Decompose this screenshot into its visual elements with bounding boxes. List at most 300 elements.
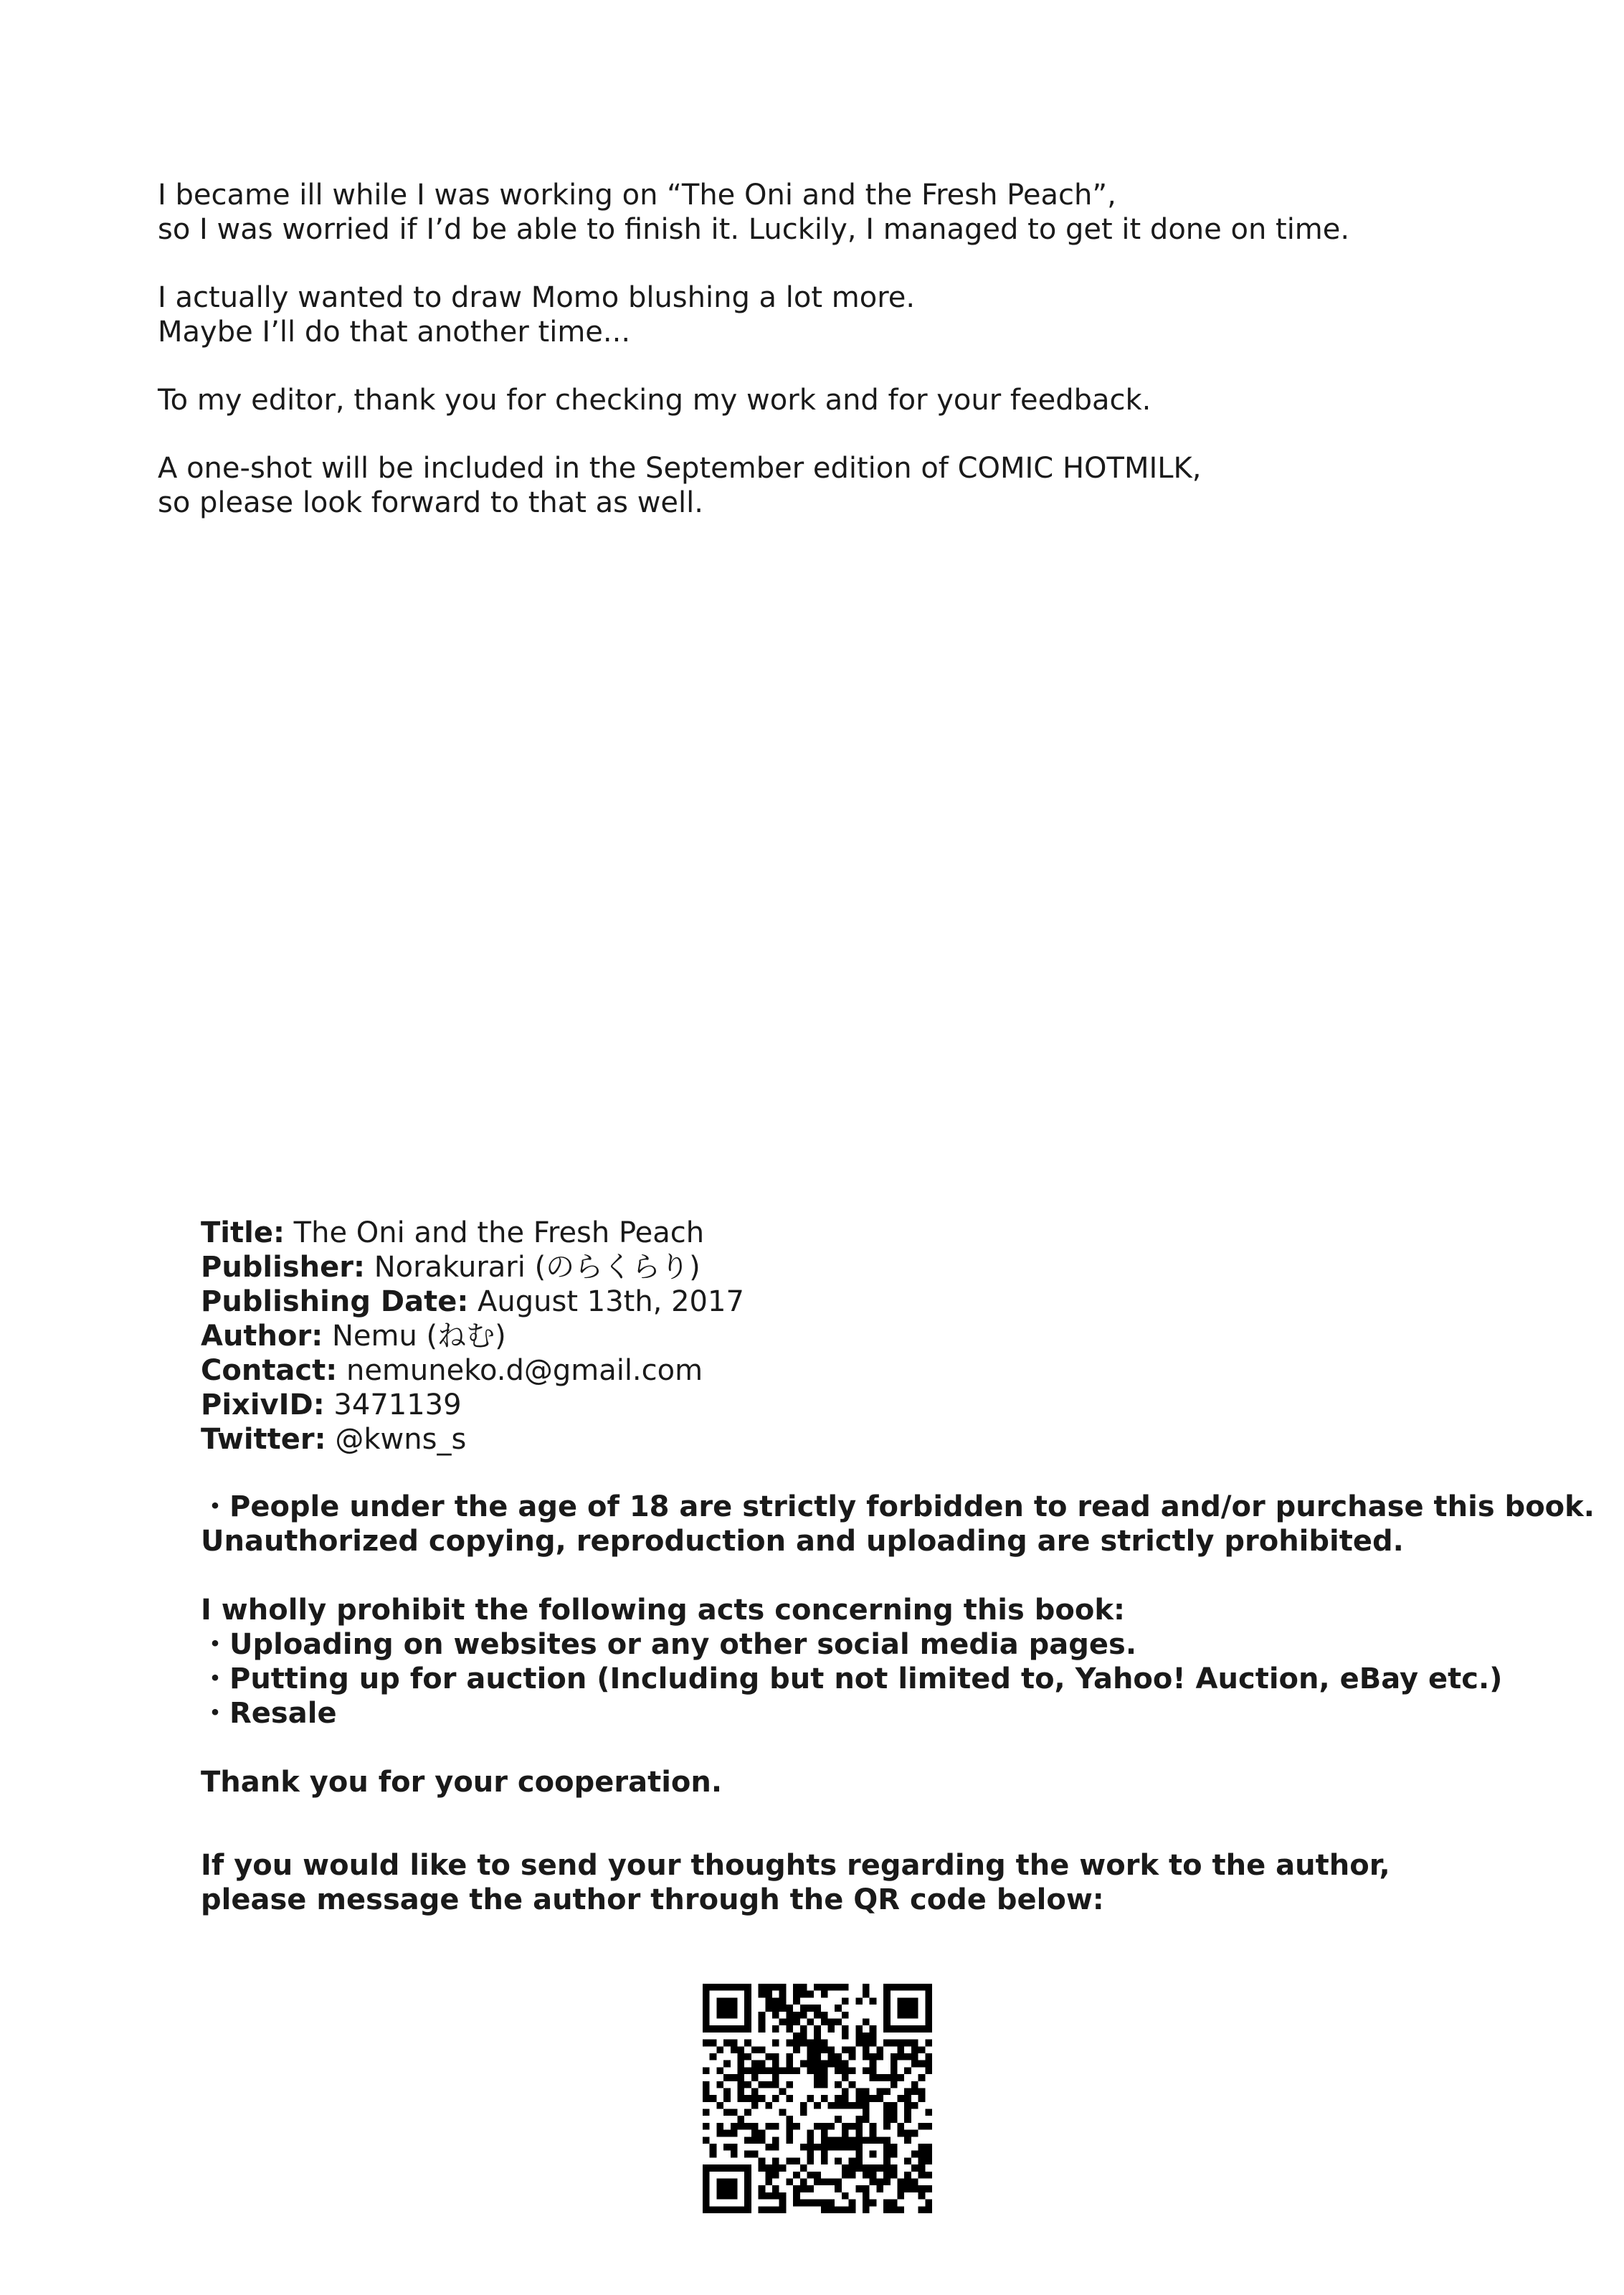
info-value: nemuneko.d@gmail.com (346, 1354, 703, 1387)
qr-module (772, 2164, 779, 2172)
info-value: 3471139 (333, 1388, 462, 1421)
qr-module (891, 2144, 898, 2151)
qr-module (876, 2137, 883, 2144)
qr-module (703, 2137, 710, 2144)
qr-module (793, 2018, 800, 2025)
qr-module (918, 2206, 926, 2213)
qr-module (772, 2157, 779, 2164)
qr-module (870, 2095, 877, 2102)
qr-module (911, 2130, 918, 2137)
colophon-contact (201, 1353, 1549, 1388)
qr-module (842, 2033, 849, 2040)
qr-module (842, 2088, 849, 2095)
qr-module (835, 2067, 842, 2074)
qr-module (835, 2137, 842, 2144)
qr-module (876, 2185, 883, 2192)
qr-module (751, 2067, 759, 2074)
qr-module (898, 2095, 905, 2102)
qr-module (876, 2053, 883, 2060)
qr-module (737, 2116, 744, 2123)
qr-module (870, 2200, 877, 2207)
qr-module (737, 2206, 744, 2213)
qr-module (821, 2200, 828, 2207)
feedback-note (201, 1848, 1563, 1917)
info-label: PixivID: (201, 1388, 325, 1421)
qr-module (904, 2040, 911, 2047)
qr-module (883, 2200, 891, 2207)
qr-module (814, 2012, 821, 2019)
qr-module (759, 2164, 766, 2172)
qr-module (842, 2067, 849, 2074)
qr-module (759, 2185, 766, 2192)
qr-module (737, 2081, 744, 2088)
qr-module (904, 2116, 911, 2123)
qr-module (772, 2005, 779, 2012)
qr-module (883, 2012, 891, 2019)
qr-module (821, 2074, 828, 2081)
afterword-paragraph (158, 451, 1520, 520)
qr-module (849, 2053, 856, 2060)
qr-module (898, 1997, 905, 2005)
qr-module (855, 2157, 863, 2164)
afterword-line: To my editor, thank you for checking my work and for your feedback. (158, 384, 1151, 417)
qr-module (710, 2053, 717, 2060)
qr-module (751, 2088, 759, 2095)
afterword-line: I became ill while I was working on “The Oni and the Fresh Peach”, (158, 179, 1116, 212)
qr-module (814, 2081, 821, 2088)
qr-module (828, 2179, 835, 2186)
qr-module (737, 2088, 744, 2095)
info-label: Publisher: (201, 1251, 365, 1284)
qr-module (925, 1997, 932, 2005)
qr-module (876, 2074, 883, 2081)
qr-module (883, 2102, 891, 2109)
thanks-note (201, 1765, 1563, 1799)
qr-module (876, 2179, 883, 2186)
afterword-line: so please look forward to that as well. (158, 486, 703, 519)
qr-module (849, 2172, 856, 2179)
qr-module (904, 2067, 911, 2074)
qr-module (814, 1984, 821, 1991)
qr-module (786, 2053, 793, 2060)
qr-module (842, 2102, 849, 2109)
qr-module (828, 2018, 835, 2025)
qr-module (828, 2200, 835, 2207)
qr-module (703, 1991, 710, 1998)
qr-module (703, 2012, 710, 2019)
qr-module (786, 2179, 793, 2186)
qr-module (744, 1991, 751, 1998)
age-warning (201, 1490, 1595, 1558)
qr-module (716, 1984, 723, 1991)
qr-module (759, 2025, 766, 2033)
qr-module (883, 2116, 891, 2123)
qr-module (703, 2088, 710, 2095)
qr-module (918, 2157, 926, 2164)
qr-module (898, 2206, 905, 2213)
qr-module (842, 2074, 849, 2081)
qr-module (807, 2067, 814, 2074)
colophon-title (201, 1216, 1549, 1250)
qr-module (863, 1984, 870, 1991)
qr-module (814, 2067, 821, 2074)
qr-module (870, 2130, 877, 2137)
qr-module (925, 2053, 932, 2060)
qr-module (855, 2033, 863, 2040)
qr-module (731, 2164, 738, 2172)
qr-module (703, 2192, 710, 2200)
qr-module (821, 2046, 828, 2053)
qr-module (716, 2123, 723, 2130)
qr-module (744, 2123, 751, 2130)
qr-module (814, 2025, 821, 2033)
qr-module (759, 2081, 766, 2088)
qr-module (800, 2060, 807, 2068)
qr-module (821, 2018, 828, 2025)
qr-module (876, 2046, 883, 2053)
qr-module (731, 1997, 738, 2005)
qr-module (911, 2053, 918, 2060)
qr-module (911, 2046, 918, 2053)
qr-module (703, 2005, 710, 2012)
qr-module (911, 2081, 918, 2088)
qr-module (876, 2164, 883, 2172)
qr-module (710, 2040, 717, 2047)
qr-module (744, 2025, 751, 2033)
qr-module (904, 2102, 911, 2109)
qr-module (925, 2123, 932, 2130)
qr-module (842, 2025, 849, 2033)
qr-module (793, 2033, 800, 2040)
qr-module (904, 1984, 911, 1991)
qr-module (807, 2172, 814, 2179)
qr-module (821, 2040, 828, 2047)
qr-module (883, 2206, 891, 2213)
qr-module (835, 2018, 842, 2025)
qr-module (870, 2172, 877, 2179)
qr-module (898, 1984, 905, 1991)
qr-module (710, 2164, 717, 2172)
qr-module (925, 2185, 932, 2192)
qr-module (904, 2130, 911, 2137)
qr-module (779, 2192, 787, 2200)
qr-module (911, 2005, 918, 2012)
info-label: Publishing Date: (201, 1285, 469, 1318)
prohibit-item: ・Uploading on websites or any other social media pages. (201, 1628, 1137, 1661)
qr-module (911, 2164, 918, 2172)
qr-module (716, 2005, 723, 2012)
qr-module (759, 1984, 766, 1991)
qr-module (883, 2157, 891, 2164)
qr-module (835, 2102, 842, 2109)
qr-module (842, 2130, 849, 2137)
info-label: Title: (201, 1216, 285, 1249)
qr-module (751, 2095, 759, 2102)
qr-module (716, 2192, 723, 2200)
qr-module (744, 2206, 751, 2213)
qr-module (765, 2053, 772, 2060)
info-value: August 13th, 2017 (478, 1285, 744, 1318)
qr-module (759, 2095, 766, 2102)
qr-module (759, 2046, 766, 2053)
qr-module (904, 2053, 911, 2060)
qr-module (925, 2157, 932, 2164)
qr-module (779, 2067, 787, 2074)
qr-module (911, 2040, 918, 2047)
qr-module (863, 2192, 870, 2200)
qr-module (883, 2074, 891, 2081)
qr-module (855, 2151, 863, 2158)
qr-module (849, 2137, 856, 2144)
qr-module (716, 2185, 723, 2192)
qr-module (772, 2012, 779, 2019)
qr-module (891, 2102, 898, 2109)
qr-module (793, 2192, 800, 2200)
qr-module (814, 2033, 821, 2040)
qr-module (731, 2040, 738, 2047)
qr-module (772, 2053, 779, 2060)
qr-module (835, 2005, 842, 2012)
qr-module (744, 2053, 751, 2060)
qr-module (863, 2088, 870, 2095)
qr-module (828, 2137, 835, 2144)
qr-module (772, 2095, 779, 2102)
qr-module (744, 2095, 751, 2102)
qr-module (821, 2137, 828, 2144)
qr-module (891, 2081, 898, 2088)
qr-module (779, 2088, 787, 2095)
qr-module (849, 2102, 856, 2109)
qr-module (737, 2074, 744, 2081)
qr-module (716, 2179, 723, 2186)
qr-module (744, 2005, 751, 2012)
qr-module (759, 2060, 766, 2068)
qr-code-icon[interactable] (703, 1984, 932, 2213)
qr-module (863, 2067, 870, 2074)
qr-module (814, 2005, 821, 2012)
qr-module (723, 2192, 731, 2200)
qr-module (870, 2179, 877, 2186)
qr-module (842, 2046, 849, 2053)
qr-module (731, 2109, 738, 2116)
qr-module (807, 2157, 814, 2164)
qr-module (710, 1984, 717, 1991)
qr-module (723, 1984, 731, 1991)
qr-module (744, 1984, 751, 1991)
qr-module (737, 2164, 744, 2172)
qr-module (716, 1997, 723, 2005)
qr-module (842, 2192, 849, 2200)
qr-module (925, 2060, 932, 2068)
qr-module (793, 2172, 800, 2179)
qr-module (855, 2095, 863, 2102)
qr-module (779, 2005, 787, 2012)
qr-module (891, 2109, 898, 2116)
afterword-line: I actually wanted to draw Momo blushing a lot more. (158, 281, 916, 314)
qr-module (772, 2192, 779, 2200)
qr-module (759, 1991, 766, 1998)
qr-module (751, 2151, 759, 2158)
qr-module (723, 1997, 731, 2005)
qr-module (855, 2123, 863, 2130)
qr-module (723, 2130, 731, 2137)
qr-module (918, 2088, 926, 2095)
qr-module (904, 2109, 911, 2116)
qr-module (835, 2060, 842, 2068)
qr-module (925, 2200, 932, 2207)
qr-module (911, 2025, 918, 2033)
qr-module (904, 2025, 911, 2033)
qr-module (703, 2040, 710, 2047)
qr-module (772, 2144, 779, 2151)
feedback-line: please message the author through the QR code below: (201, 1883, 1104, 1916)
qr-module (898, 2192, 905, 2200)
qr-module (883, 2137, 891, 2144)
qr-module (911, 2012, 918, 2019)
qr-module (842, 2012, 849, 2019)
qr-module (807, 2095, 814, 2102)
qr-module (870, 2164, 877, 2172)
qr-module (723, 2179, 731, 2186)
qr-module (786, 2018, 793, 2025)
qr-module (835, 2116, 842, 2123)
qr-module (765, 2081, 772, 2088)
qr-module (814, 2060, 821, 2068)
notice-line: ・People under the age of 18 are strictly forbidden to read and/or purchase this book. (201, 1490, 1595, 1523)
qr-module (849, 2206, 856, 2213)
info-value: The Oni and the Fresh Peach (293, 1216, 705, 1249)
qr-module (772, 2025, 779, 2033)
qr-module (731, 2005, 738, 2012)
qr-module (751, 2137, 759, 2144)
qr-module (911, 2185, 918, 2192)
qr-module (835, 2157, 842, 2164)
qr-module (883, 2144, 891, 2151)
info-value: @kwns_s (335, 1423, 467, 1456)
qr-module (737, 2060, 744, 2068)
qr-module (855, 2185, 863, 2192)
qr-module (759, 2012, 766, 2019)
qr-module (904, 2095, 911, 2102)
colophon-pixiv (201, 1388, 1549, 1422)
qr-module (849, 2200, 856, 2207)
qr-module (870, 2033, 877, 2040)
qr-module (731, 2074, 738, 2081)
qr-module (710, 2206, 717, 2213)
qr-module (744, 2067, 751, 2074)
qr-module (800, 2012, 807, 2019)
qr-module (772, 2185, 779, 2192)
qr-module (870, 1997, 877, 2005)
qr-module (891, 2074, 898, 2081)
qr-module (870, 2123, 877, 2130)
qr-module (744, 2109, 751, 2116)
qr-module (883, 1991, 891, 1998)
qr-module (821, 1991, 828, 1998)
qr-module (855, 2088, 863, 2095)
colophon-author (201, 1319, 1549, 1353)
qr-module (772, 2123, 779, 2130)
qr-module (821, 2067, 828, 2074)
qr-module (863, 2053, 870, 2060)
qr-module (786, 2025, 793, 2033)
qr-module (842, 2123, 849, 2130)
qr-module (793, 2157, 800, 2164)
qr-module (716, 2206, 723, 2213)
qr-module (786, 2137, 793, 2144)
qr-module (807, 2005, 814, 2012)
qr-module (842, 2095, 849, 2102)
qr-module (793, 2067, 800, 2074)
qr-module (918, 2172, 926, 2179)
qr-module (835, 2095, 842, 2102)
qr-module (793, 2200, 800, 2207)
qr-module (842, 2137, 849, 2144)
qr-module (800, 1984, 807, 1991)
qr-module (759, 2137, 766, 2144)
qr-module (849, 2123, 856, 2130)
qr-module (703, 2018, 710, 2025)
qr-module (814, 2102, 821, 2109)
qr-module (904, 2088, 911, 2095)
qr-module (849, 2067, 856, 2074)
prohibit-header: I wholly prohibit the following acts concerning this book: (201, 1594, 1125, 1627)
qr-module (925, 2067, 932, 2074)
prohibit-list (201, 1593, 1563, 1731)
qr-module (904, 1997, 911, 2005)
qr-module (786, 2012, 793, 2019)
qr-module (821, 1984, 828, 1991)
qr-module (821, 2206, 828, 2213)
prohibit-item: ・Putting up for auction (Including but not limited to, Yahoo! Auction, eBay etc.) (201, 1662, 1503, 1695)
qr-module (765, 2123, 772, 2130)
qr-module (716, 2025, 723, 2033)
qr-module (793, 1984, 800, 1991)
qr-module (898, 2005, 905, 2012)
qr-module (744, 2040, 751, 2047)
qr-module (703, 2179, 710, 2186)
qr-module (855, 2137, 863, 2144)
qr-module (925, 2018, 932, 2025)
qr-module (744, 2172, 751, 2179)
qr-module (918, 1984, 926, 1991)
qr-module (765, 2102, 772, 2109)
qr-module (703, 2206, 710, 2213)
qr-module (891, 2151, 898, 2158)
qr-module (744, 2164, 751, 2172)
qr-module (821, 2123, 828, 2130)
qr-module (731, 2206, 738, 2213)
qr-module (883, 2164, 891, 2172)
qr-module (800, 2200, 807, 2207)
qr-module (800, 2025, 807, 2033)
qr-module (883, 1997, 891, 2005)
qr-module (821, 2151, 828, 2158)
qr-module (918, 2144, 926, 2151)
qr-module (765, 2067, 772, 2074)
qr-module (849, 2046, 856, 2053)
qr-module (737, 2123, 744, 2130)
qr-module (876, 2088, 883, 2095)
qr-module (849, 2157, 856, 2164)
qr-module (855, 2102, 863, 2109)
qr-code-graphic (703, 1984, 932, 2213)
qr-module (703, 2200, 710, 2207)
qr-module (842, 2206, 849, 2213)
qr-module (883, 2005, 891, 2012)
qr-module (751, 2046, 759, 2053)
qr-module (779, 2018, 787, 2025)
